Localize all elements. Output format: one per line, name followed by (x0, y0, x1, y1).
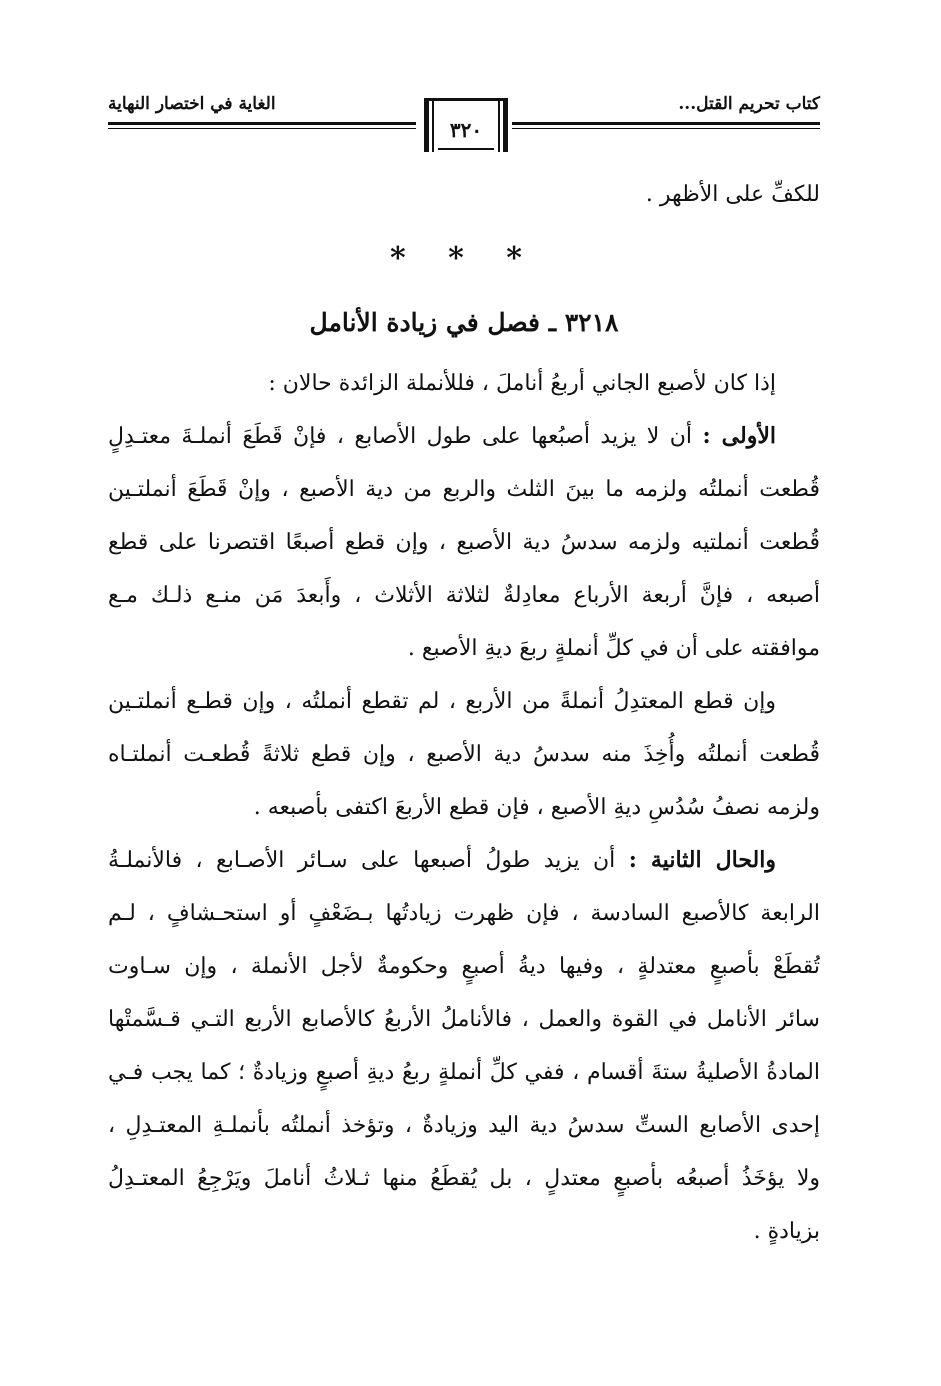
page-number-box (424, 98, 508, 152)
text-line: والحال الثانية : أن يزيد طولُ أصبعها على سـائر الأصـابع ، فالأنملـةُ (108, 847, 776, 873)
text-line: ولزمه نصفُ سُدُسِ ديةِ الأصبع ، فإن قطع الأربعَ اكتفى بأصبعه . (253, 795, 820, 820)
header-rule-left (108, 122, 416, 125)
text-line: المادةُ الأصليةُ ستةَ أقسام ، ففي كلِّ أنملةٍ ربعُ ديةِ أصبعٍ وزيادةٌ ؛ كما يجب فـي (108, 1060, 820, 1085)
text-line: الرابعة كالأصبع السادسة ، فإن ظهرت زيادتُها بـضَعْفٍ أو استحـشافٍ ، لـم (108, 901, 820, 926)
text-line: إحدى الأصابع الستِّ سدسُ دية اليد وزيادةٌ ، وتؤخذ أنملتُه بأنملـةِ المعتـدِلِ ، (108, 1113, 820, 1138)
header-rule-right-thin (512, 128, 820, 129)
paragraph-first-case (108, 410, 820, 675)
section-separator: * * * (390, 241, 538, 276)
text-line: تُقطَعْ بأصبعٍ معتدلةٍ ، وفيها ديةُ أصبعٍ وحكومةٌ لأجل الأنملة ، وإن سـاوت (108, 954, 820, 979)
section-heading: ٣٢١٨ ـ فصل في زيادة الأنامل (309, 308, 619, 337)
page-number: ٣٢٠ (449, 118, 483, 142)
paragraph-second-case (108, 834, 820, 1258)
book-chapter-title: كتاب تحريم القتل... (678, 94, 820, 114)
text-line: الأولى : أن لا يزيد أصبُعها على طول الأصابع ، فإنْ قَطَعَ أنملـةَ معتـدِلٍ (108, 423, 777, 449)
case-label: الأولى : (702, 423, 777, 449)
text-line: قُطعت أنملتُه وأُخِذَ منه سدسُ دية الأصبع ، وإن قطع ثلاثةً قُطعـت أنملتـاه (108, 742, 820, 767)
text-line: ولا يؤخَذُ أصبعُه بأصبعٍ معتدلٍ ، بل يُقطَعُ منها ثـلاثُ أناملَ ويَرْجِعُ المعتـدِلُ (108, 1166, 820, 1191)
text-line: سائر الأنامل في القوة والعمل ، فالأناملُ الأربعُ كالأصابع الأربع التـي قـسَّمتْها (108, 1007, 820, 1032)
text-line: وإن قطع المعتدِلُ أنملةً من الأربع ، لم تقطع أنملتُه ، وإن قطـع أنملتـين (108, 689, 776, 714)
book-title: الغاية في اختصار النهاية (108, 94, 276, 114)
page-body (108, 168, 820, 1258)
header-rule-right (512, 122, 820, 125)
paragraph-intro (108, 357, 820, 410)
paragraph-reverse-case (108, 675, 820, 834)
running-header (108, 88, 820, 158)
text-line: إذا كان لأصبع الجاني أربعُ أناملَ ، فللأنملة الزائدة حالان : (268, 371, 776, 396)
text-line: أصبعه ، فإنَّ أربعة الأرباع معادِلةٌ لثلاثة الأثلاث ، وأَبعدَ مَن منـع ذلـك مـع (108, 583, 820, 608)
case-label: والحال الثانية : (628, 847, 776, 873)
text-line: قُطعت أنملتيه ولزمه سدسُ دية الأصبع ، وإن قطع أصبعًا اقتصرنا على قطع (108, 530, 820, 555)
header-rule-left-thin (108, 128, 416, 129)
previous-section-ending: للكفِّ على الأظهر . (645, 182, 820, 207)
text-line: موافقته على أن في كلِّ أنملةٍ ربعَ ديةِ الأصبع . (407, 636, 820, 661)
text-line: بزيادةٍ . (753, 1219, 820, 1244)
text-line: قُطعت أنملتُه ولزمه ما بينَ الثلث والربع من دية الأصبع ، وإنْ قَطَعَ أنملتـين (108, 477, 820, 502)
